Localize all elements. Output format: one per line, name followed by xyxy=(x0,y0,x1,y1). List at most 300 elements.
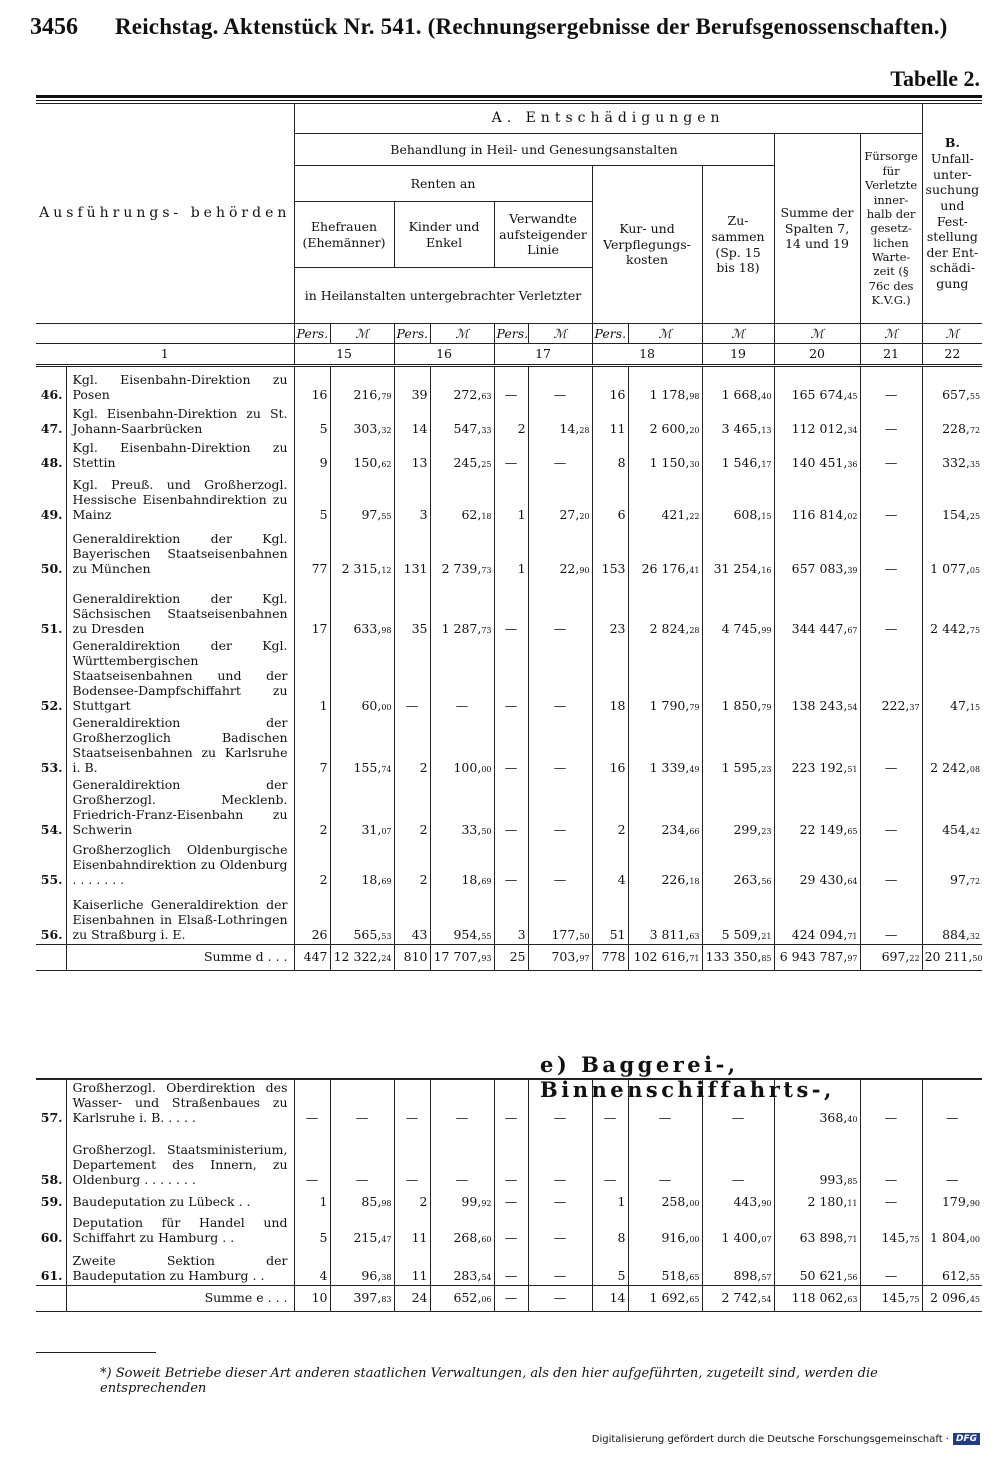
cell-m19: 2 742,54 xyxy=(702,1285,774,1311)
cell-p15: 5 xyxy=(294,404,330,438)
cell-p17: — xyxy=(494,1127,528,1189)
row-number: 59. xyxy=(36,1189,66,1211)
cell-m19: 4 745,99 xyxy=(702,578,774,638)
row-number: 48. xyxy=(36,438,66,472)
table-row xyxy=(36,524,982,578)
cell-m19: 263,56 xyxy=(702,839,774,889)
cell-p15: 1 xyxy=(294,1189,330,1211)
cell-m21: — xyxy=(860,438,922,472)
cell-p15: 10 xyxy=(294,1285,330,1311)
cell-m16: 99,92 xyxy=(430,1189,494,1211)
cell-m22: 1 077,05 xyxy=(922,524,982,578)
cell-p16: 14 xyxy=(394,404,430,438)
cell-p15: 17 xyxy=(294,578,330,638)
cell-p16: 131 xyxy=(394,524,430,578)
cell-m15: 155,74 xyxy=(330,715,394,777)
cell-p17: — xyxy=(494,1285,528,1311)
cell-p17: 1 xyxy=(494,472,528,524)
cell-m19: 1 546,17 xyxy=(702,438,774,472)
cell-p17: 25 xyxy=(494,945,528,971)
authority-name: Summe d . . . xyxy=(66,945,294,971)
cell-m16: — xyxy=(430,1127,494,1189)
cell-m17: — xyxy=(528,839,592,889)
cell-m22: 1 804,00 xyxy=(922,1211,982,1247)
row-number xyxy=(36,1285,66,1311)
cell-m16: — xyxy=(430,1079,494,1127)
cell-p18: 8 xyxy=(592,438,628,472)
cell-m20: 993,85 xyxy=(774,1127,860,1189)
row-number: 47. xyxy=(36,404,66,438)
cell-p15: — xyxy=(294,1079,330,1127)
cell-p18: 8 xyxy=(592,1211,628,1247)
cell-p15: 2 xyxy=(294,839,330,889)
cell-m17: 177,50 xyxy=(528,889,592,945)
cell-m22: 97,72 xyxy=(922,839,982,889)
cell-m15: 565,53 xyxy=(330,889,394,945)
cell-p18: 6 xyxy=(592,472,628,524)
cell-p16: — xyxy=(394,638,430,715)
colnum: 1 xyxy=(36,344,294,366)
row-number xyxy=(36,945,66,971)
cell-m16: 272,63 xyxy=(430,366,494,404)
cell-m21: — xyxy=(860,366,922,404)
cell-m17: 22,90 xyxy=(528,524,592,578)
cell-m22: 228,72 xyxy=(922,404,982,438)
cell-p15: 4 xyxy=(294,1247,330,1285)
cell-p18: 1 xyxy=(592,1189,628,1211)
cell-m20: 112 012,34 xyxy=(774,404,860,438)
behandlung-header: Behandlung in Heil- und Genesungsanstalten xyxy=(294,134,774,166)
cell-m18: 2 824,28 xyxy=(628,578,702,638)
cell-p18: 14 xyxy=(592,1285,628,1311)
row-number: 52. xyxy=(36,638,66,715)
cell-m20: 165 674,45 xyxy=(774,366,860,404)
unit-mark: ℳ xyxy=(430,324,494,344)
main-table-body xyxy=(36,366,982,971)
colnum: 17 xyxy=(494,344,592,366)
cell-m17: — xyxy=(528,715,592,777)
unit-mark: ℳ xyxy=(774,324,860,344)
colnum: 21 xyxy=(860,344,922,366)
unit-mark: ℳ xyxy=(860,324,922,344)
unit-mark: ℳ xyxy=(628,324,702,344)
cell-p17: — xyxy=(494,1247,528,1285)
cell-m16: 18,69 xyxy=(430,839,494,889)
cell-p18: 11 xyxy=(592,404,628,438)
main-table xyxy=(36,103,982,971)
cell-p17: — xyxy=(494,578,528,638)
cell-m19: 898,57 xyxy=(702,1247,774,1285)
authority-name: Großherzoglich Oldenburgische Eisenbahndirektion zu Oldenburg . . . . . . . xyxy=(66,839,294,889)
row-number: 57. xyxy=(36,1079,66,1127)
row-number: 61. xyxy=(36,1247,66,1285)
row-number: 56. xyxy=(36,889,66,945)
cell-m20: 118 062,63 xyxy=(774,1285,860,1311)
cell-m17: — xyxy=(528,438,592,472)
cell-m15: 150,62 xyxy=(330,438,394,472)
cell-m21: 145,75 xyxy=(860,1211,922,1247)
cell-p16: 810 xyxy=(394,945,430,971)
cell-m20: 2 180,11 xyxy=(774,1189,860,1211)
cell-m18: 421,22 xyxy=(628,472,702,524)
table-row xyxy=(36,366,982,404)
renten-header: Renten an xyxy=(294,166,592,202)
cell-p15: 5 xyxy=(294,472,330,524)
cell-p16: 11 xyxy=(394,1211,430,1247)
cell-p16: — xyxy=(394,1079,430,1127)
footnote: *) Soweit Betriebe dieser Art anderen staatlichen Verwaltungen, als den hier aufgeführten, zugeteilt sind, werden die entsprechenden xyxy=(100,1366,878,1396)
table-row xyxy=(36,1189,982,1211)
cell-m20: 50 621,56 xyxy=(774,1247,860,1285)
ehefrauen-header: Ehefrauen (Ehemänner) xyxy=(294,202,394,268)
colnum: 22 xyxy=(922,344,982,366)
cell-p17: — xyxy=(494,438,528,472)
cell-m16: 100,00 xyxy=(430,715,494,777)
table-row xyxy=(36,1079,982,1127)
cell-p15: 5 xyxy=(294,1211,330,1247)
cell-m18: 226,18 xyxy=(628,839,702,889)
cell-m22: 612,55 xyxy=(922,1247,982,1285)
table-row xyxy=(36,715,982,777)
row-number: 50. xyxy=(36,524,66,578)
running-title: Reichstag. Aktenstück Nr. 541. (Rechnungsergebnisse der Berufsgenossenschaften.) xyxy=(115,14,948,39)
cell-m16: 652,06 xyxy=(430,1285,494,1311)
cell-p15: 447 xyxy=(294,945,330,971)
colnum: 15 xyxy=(294,344,394,366)
footnote-rule xyxy=(36,1352,156,1353)
cell-p15: 7 xyxy=(294,715,330,777)
cell-m15: 2 315,12 xyxy=(330,524,394,578)
cell-p18: — xyxy=(592,1127,628,1189)
cell-m18: 1 790,79 xyxy=(628,638,702,715)
cell-m16: 2 739,73 xyxy=(430,524,494,578)
cell-m21: — xyxy=(860,715,922,777)
cell-m18: 2 600,20 xyxy=(628,404,702,438)
authority-name: Kgl. Preuß. und Großherzogl. Hessische Eisenbahndirektion zu Mainz xyxy=(66,472,294,524)
cell-p15: — xyxy=(294,1127,330,1189)
cell-m18: 234,66 xyxy=(628,777,702,839)
cell-m15: 31,07 xyxy=(330,777,394,839)
authority-name: Generaldirektion der Kgl. Württembergischen Staatseisenbahnen und der Bodensee-Dampfschiffahrt zu Stuttgart xyxy=(66,638,294,715)
row-number: 46. xyxy=(36,366,66,404)
cell-m21: — xyxy=(860,578,922,638)
cell-m17: — xyxy=(528,1211,592,1247)
zusammen-header: Zu- sammen (Sp. 15 bis 18) xyxy=(702,166,774,324)
cell-m20: 116 814,02 xyxy=(774,472,860,524)
cell-m17: — xyxy=(528,1189,592,1211)
cell-m19: 31 254,16 xyxy=(702,524,774,578)
colnum: 20 xyxy=(774,344,860,366)
row-number: 51. xyxy=(36,578,66,638)
cell-m18: 518,65 xyxy=(628,1247,702,1285)
cell-m19: 1 668,40 xyxy=(702,366,774,404)
cell-m19: 443,90 xyxy=(702,1189,774,1211)
unit-mark: ℳ xyxy=(922,324,982,344)
cell-m21: — xyxy=(860,839,922,889)
verwandte-header: Verwandte aufsteigender Linie xyxy=(494,202,592,268)
cell-m22: 2 242,08 xyxy=(922,715,982,777)
cell-m19: — xyxy=(702,1079,774,1127)
cell-m22: 2 096,45 xyxy=(922,1285,982,1311)
unit-mark: ℳ xyxy=(528,324,592,344)
cell-m17: — xyxy=(528,1127,592,1189)
top-rule-thin xyxy=(36,100,982,101)
cell-p18: 2 xyxy=(592,777,628,839)
table-row xyxy=(36,777,982,839)
cell-m20: 223 192,51 xyxy=(774,715,860,777)
cell-p18: 4 xyxy=(592,839,628,889)
cell-m15: 60,00 xyxy=(330,638,394,715)
colnum: 18 xyxy=(592,344,702,366)
row-number: 60. xyxy=(36,1211,66,1247)
authority-name: Kgl. Eisenbahn-Direktion zu St. Johann-Saarbrücken xyxy=(66,404,294,438)
cell-p18: 778 xyxy=(592,945,628,971)
cell-p17: 3 xyxy=(494,889,528,945)
cell-m21: — xyxy=(860,472,922,524)
page-number: 3456 xyxy=(30,14,78,40)
cell-m20: 29 430,64 xyxy=(774,839,860,889)
cell-m18: — xyxy=(628,1079,702,1127)
cell-m22: 179,90 xyxy=(922,1189,982,1211)
cell-m15: 397,83 xyxy=(330,1285,394,1311)
cell-m15: 12 322,24 xyxy=(330,945,394,971)
cell-m22: 884,32 xyxy=(922,889,982,945)
cell-m18: 916,00 xyxy=(628,1211,702,1247)
cell-p18: 153 xyxy=(592,524,628,578)
colnum: 16 xyxy=(394,344,494,366)
cell-m15: 97,55 xyxy=(330,472,394,524)
section-e-table xyxy=(36,1078,982,1312)
authority-name: Kgl. Eisenbahn-Direktion zu Posen xyxy=(66,366,294,404)
cell-m18: — xyxy=(628,1127,702,1189)
cell-m15: 216,79 xyxy=(330,366,394,404)
table-row xyxy=(36,578,982,638)
authority-name: Generaldirektion der Großherzogl. Mecklenb. Friedrich-Franz-Eisenbahn zu Schwerin xyxy=(66,777,294,839)
cell-m16: 245,25 xyxy=(430,438,494,472)
cell-p16: 39 xyxy=(394,366,430,404)
col1-header: Ausführungs- behörden xyxy=(36,104,294,324)
cell-m15: 18,69 xyxy=(330,839,394,889)
cell-m21: 697,22 xyxy=(860,945,922,971)
cell-m16: 62,18 xyxy=(430,472,494,524)
table-row xyxy=(36,638,982,715)
cell-m17: — xyxy=(528,777,592,839)
cell-m19: 133 350,85 xyxy=(702,945,774,971)
authority-name: Generaldirektion der Kgl. Bayerischen Staatseisenbahnen zu München xyxy=(66,524,294,578)
cell-p17: — xyxy=(494,715,528,777)
cell-m17: — xyxy=(528,1285,592,1311)
authority-name: Baudeputation zu Lübeck . . xyxy=(66,1189,294,1211)
cell-p16: 2 xyxy=(394,839,430,889)
cell-m21: 222,37 xyxy=(860,638,922,715)
cell-m17: 14,28 xyxy=(528,404,592,438)
cell-p18: 51 xyxy=(592,889,628,945)
cell-p15: 16 xyxy=(294,366,330,404)
cell-p18: 16 xyxy=(592,715,628,777)
cell-m17: 27,20 xyxy=(528,472,592,524)
cell-p17: — xyxy=(494,777,528,839)
cell-m17: — xyxy=(528,578,592,638)
cell-m20: 344 447,67 xyxy=(774,578,860,638)
page-header xyxy=(30,14,980,44)
cell-m17: — xyxy=(528,366,592,404)
cell-p17: — xyxy=(494,1079,528,1127)
table-row xyxy=(36,839,982,889)
authority-name: Kaiserliche Generaldirektion der Eisenbahnen in Elsaß-Lothringen zu Straßburg i. E. xyxy=(66,889,294,945)
group-a-header: A. Entschädigungen xyxy=(294,104,922,134)
cell-m16: 1 287,73 xyxy=(430,578,494,638)
cell-m20: 657 083,39 xyxy=(774,524,860,578)
cell-m15: — xyxy=(330,1127,394,1189)
summe-header: Summe der Spalten 7, 14 und 19 xyxy=(774,134,860,324)
cell-m15: — xyxy=(330,1079,394,1127)
table-label: Tabelle 2. xyxy=(890,66,980,91)
cell-m20: 368,40 xyxy=(774,1079,860,1127)
authority-name: Deputation für Handel und Schiffahrt zu Hamburg . . xyxy=(66,1211,294,1247)
sum-row xyxy=(36,945,982,971)
cell-p15: 1 xyxy=(294,638,330,715)
authority-name: Großherzogl. Oberdirektion des Wasser- und Straßenbaues zu Karlsruhe i. B. . . . . xyxy=(66,1079,294,1127)
cell-p15: 2 xyxy=(294,777,330,839)
row-number: 54. xyxy=(36,777,66,839)
cell-m22: 154,25 xyxy=(922,472,982,524)
authority-name: Generaldirektion der Kgl. Sächsischen Staatseisenbahnen zu Dresden xyxy=(66,578,294,638)
cell-m18: 1 339,49 xyxy=(628,715,702,777)
cell-m18: 26 176,41 xyxy=(628,524,702,578)
cell-m20: 63 898,71 xyxy=(774,1211,860,1247)
cell-m15: 633,98 xyxy=(330,578,394,638)
cell-m16: 283,54 xyxy=(430,1247,494,1285)
cell-p16: 13 xyxy=(394,438,430,472)
cell-m19: 1 400,07 xyxy=(702,1211,774,1247)
cell-m15: 215,47 xyxy=(330,1211,394,1247)
row-number: 49. xyxy=(36,472,66,524)
row-number: 58. xyxy=(36,1127,66,1189)
dfg-logo: DFG xyxy=(953,1433,980,1445)
cell-m19: 299,23 xyxy=(702,777,774,839)
cell-m22: — xyxy=(922,1079,982,1127)
cell-p16: 3 xyxy=(394,472,430,524)
cell-m18: 3 811,63 xyxy=(628,889,702,945)
digitization-credit xyxy=(592,1433,980,1445)
credit-text: Digitalisierung gefördert durch die Deutsche Forschungsgemeinschaft · xyxy=(591,1433,949,1445)
cell-m21: — xyxy=(860,404,922,438)
cell-m17: — xyxy=(528,638,592,715)
cell-p17: — xyxy=(494,366,528,404)
authority-name: Großherzogl. Staatsministerium, Departement des Innern, zu Oldenburg . . . . . . . xyxy=(66,1127,294,1189)
cell-m18: 1 178,98 xyxy=(628,366,702,404)
top-rule xyxy=(36,95,982,98)
cell-p15: 9 xyxy=(294,438,330,472)
authority-name: Summe e . . . xyxy=(66,1285,294,1311)
cell-p18: — xyxy=(592,1079,628,1127)
section-e-body xyxy=(36,1079,982,1311)
cell-m15: 303,32 xyxy=(330,404,394,438)
cell-m19: 1 595,23 xyxy=(702,715,774,777)
cell-p16: 43 xyxy=(394,889,430,945)
cell-p17: — xyxy=(494,638,528,715)
cell-m16: 33,50 xyxy=(430,777,494,839)
cell-m22: 20 211,50 xyxy=(922,945,982,971)
cell-m17: 703,97 xyxy=(528,945,592,971)
cell-m17: — xyxy=(528,1079,592,1127)
unit-pers: Pers. xyxy=(394,324,430,344)
cell-m20: 6 943 787,97 xyxy=(774,945,860,971)
table-row xyxy=(36,1211,982,1247)
cell-m21: — xyxy=(860,889,922,945)
cell-m22: 657,55 xyxy=(922,366,982,404)
cell-m21: — xyxy=(860,524,922,578)
cell-m16: 268,60 xyxy=(430,1211,494,1247)
cell-m22: 332,35 xyxy=(922,438,982,472)
cell-p16: 24 xyxy=(394,1285,430,1311)
cell-p15: 77 xyxy=(294,524,330,578)
cell-m18: 1 692,65 xyxy=(628,1285,702,1311)
cell-p18: 23 xyxy=(592,578,628,638)
cell-m22: 47,15 xyxy=(922,638,982,715)
cell-p16: 2 xyxy=(394,1189,430,1211)
cell-m21: — xyxy=(860,1247,922,1285)
unfall-header: B. Unfall- unter- suchung und Fest- stellung der Ent- schädi- gung xyxy=(922,104,982,324)
cell-m22: 454,42 xyxy=(922,777,982,839)
sum-row xyxy=(36,1285,982,1311)
cell-m17: — xyxy=(528,1247,592,1285)
table-row xyxy=(36,1247,982,1285)
cell-m19: 1 850,79 xyxy=(702,638,774,715)
cell-m18: 1 150,30 xyxy=(628,438,702,472)
cell-p16: 11 xyxy=(394,1247,430,1285)
cell-m21: — xyxy=(860,777,922,839)
table-row xyxy=(36,1127,982,1189)
cell-m16: 17 707,93 xyxy=(430,945,494,971)
cell-m18: 258,00 xyxy=(628,1189,702,1211)
cell-m19: 5 509,21 xyxy=(702,889,774,945)
cell-p18: 5 xyxy=(592,1247,628,1285)
cell-m20: 140 451,36 xyxy=(774,438,860,472)
section-e-title: e) Baggerei-, Binnenschiffahrts-, xyxy=(540,1052,835,1102)
cell-m21: — xyxy=(860,1127,922,1189)
colnum: 19 xyxy=(702,344,774,366)
cell-m16: 547,33 xyxy=(430,404,494,438)
heilanstalten-header: in Heilanstalten untergebrachter Verletzter xyxy=(294,268,592,324)
cell-m21: 145,75 xyxy=(860,1285,922,1311)
cell-m19: 3 465,13 xyxy=(702,404,774,438)
authority-name: Generaldirektion der Großherzoglich Badischen Staatseisenbahnen zu Karlsruhe i. B. xyxy=(66,715,294,777)
cell-m20: 138 243,54 xyxy=(774,638,860,715)
cell-p18: 18 xyxy=(592,638,628,715)
table-row xyxy=(36,438,982,472)
cell-m19: — xyxy=(702,1127,774,1189)
cell-p16: 35 xyxy=(394,578,430,638)
table-row xyxy=(36,472,982,524)
cell-m18: 102 616,71 xyxy=(628,945,702,971)
unit-mark: ℳ xyxy=(330,324,394,344)
cell-m15: 85,98 xyxy=(330,1189,394,1211)
cell-p18: 16 xyxy=(592,366,628,404)
unit-pers: Pers. xyxy=(294,324,330,344)
table-row xyxy=(36,404,982,438)
cell-p16: — xyxy=(394,1127,430,1189)
unit-pers: Pers. xyxy=(592,324,628,344)
cell-p17: — xyxy=(494,1189,528,1211)
cell-m15: 96,38 xyxy=(330,1247,394,1285)
fuersorge-header: Fürsorge für Verletzte inner- halb der gesetz- lichen Warte- zeit (§ 76c des K.V.G.) xyxy=(860,134,922,324)
unit-pers: Pers. xyxy=(494,324,528,344)
cell-p17: — xyxy=(494,839,528,889)
row-number: 53. xyxy=(36,715,66,777)
cell-m20: 22 149,65 xyxy=(774,777,860,839)
kur-header: Kur- und Verpflegungs- kosten xyxy=(592,166,702,324)
